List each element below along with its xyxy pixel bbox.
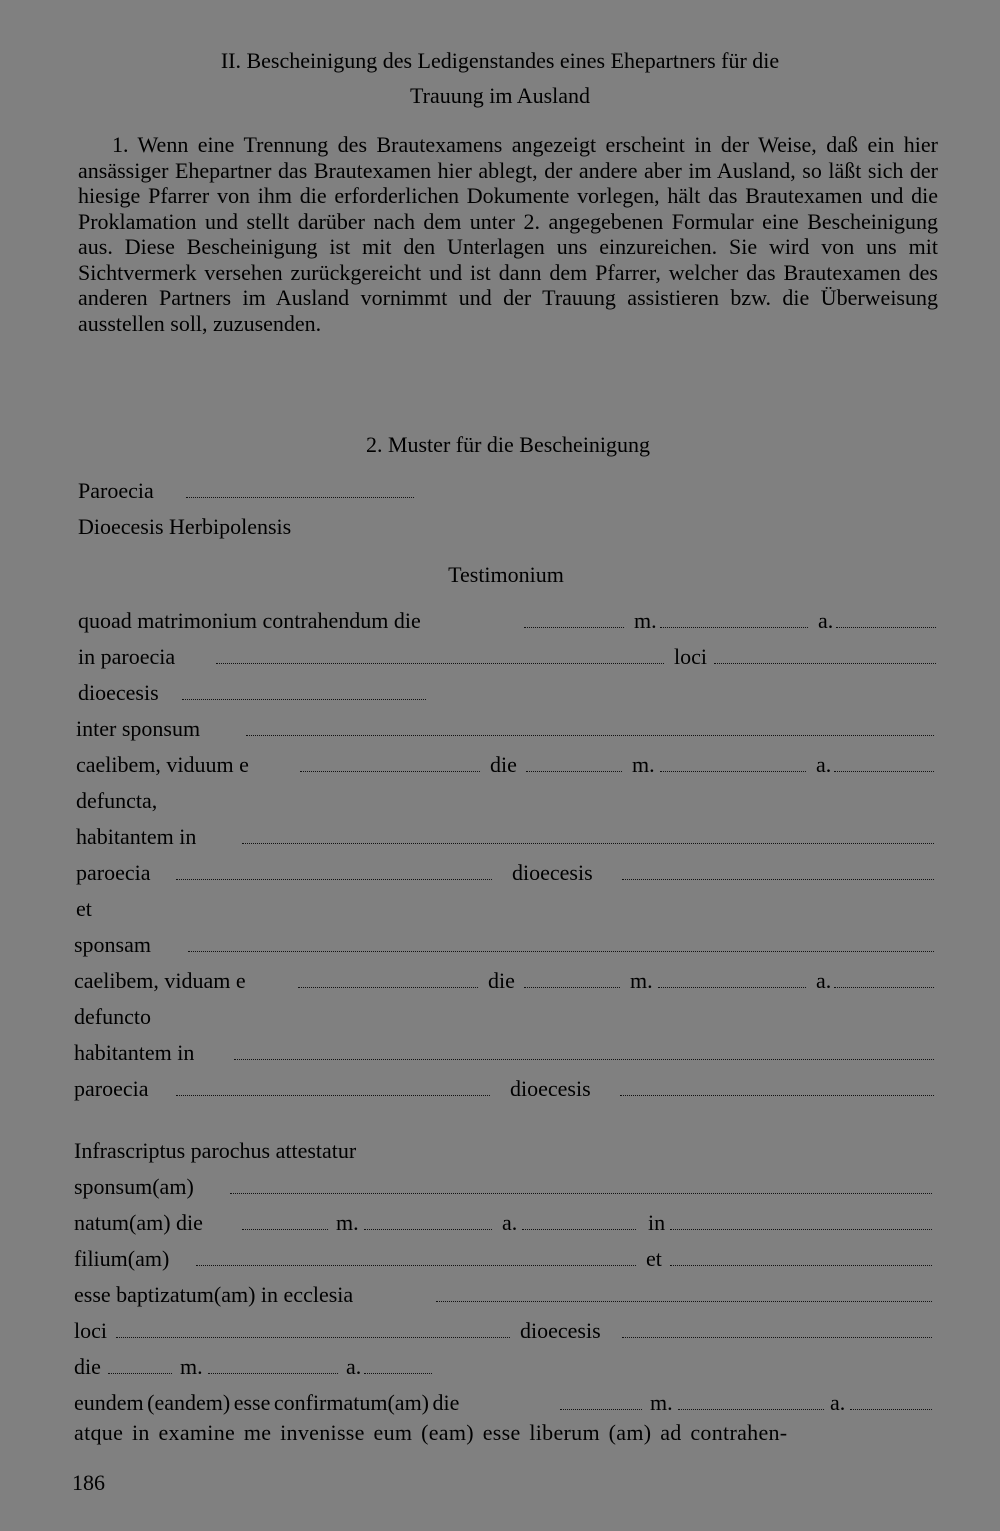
page-number: 186 — [72, 1470, 105, 1495]
heading-line-2: Trauung im Ausland — [409, 83, 591, 108]
blank-m — [660, 771, 806, 772]
label-paroecia: paroecia — [76, 860, 151, 885]
blank-in-paroecia — [216, 663, 664, 664]
label-et: et — [646, 1246, 662, 1271]
form-line-paroecia-dioecesis-2 — [74, 1074, 936, 1104]
blank-ecclesia — [436, 1301, 932, 1302]
form-line-in-paroecia — [78, 642, 940, 672]
label-caelibem-viduam: caelibem, viduam e — [74, 968, 246, 993]
label-defuncto: defuncto — [74, 1004, 151, 1029]
blank-a-2 — [834, 987, 934, 988]
form-line-eundem — [74, 1388, 936, 1418]
label-in: in — [648, 1210, 666, 1235]
form-line-dioecesis — [78, 512, 940, 542]
label-natum-am: natum(am) die — [74, 1210, 203, 1235]
blank-die-3 — [108, 1373, 172, 1374]
label-a: a. — [816, 752, 832, 777]
label-a: a. — [818, 608, 834, 633]
blank-sponsam — [188, 951, 934, 952]
blank-inter-sponsum — [246, 735, 934, 736]
form-line-caelibem-viduam — [74, 966, 936, 996]
form-line-et — [76, 894, 938, 924]
label-a: a. — [816, 968, 832, 993]
form-line-loci-dioecesis — [74, 1316, 936, 1346]
label-loci: loci — [674, 644, 707, 669]
blank-natum-m — [364, 1229, 492, 1230]
blank-dioecesis-2 — [620, 1095, 934, 1096]
label-paroecia: paroecia — [74, 1076, 149, 1101]
blank-dioecesis — [182, 699, 426, 700]
form-line-paroecia — [78, 476, 940, 506]
blank-m-3 — [208, 1373, 338, 1374]
label-dioecesis: dioecesis — [510, 1076, 591, 1101]
label-m: m. — [650, 1390, 673, 1415]
label-m: m. — [180, 1354, 203, 1379]
blank-natum-in — [670, 1229, 932, 1230]
blank-a-3 — [364, 1373, 432, 1374]
form-line-defuncto — [74, 1002, 936, 1032]
label-defuncta: defuncta, — [76, 788, 158, 813]
blank-quoad-a — [836, 627, 936, 628]
form-line-baptizatum — [74, 1280, 936, 1310]
blank-eundem-m — [678, 1409, 824, 1410]
form-line-sponsam — [74, 930, 936, 960]
label-m: m. — [630, 968, 653, 993]
label-paroecia: Paroecia — [78, 478, 154, 503]
label-dioecesis: dioecesis — [512, 860, 593, 885]
form-line-natum — [74, 1208, 936, 1238]
label-sponsam: sponsam — [74, 932, 151, 957]
label-sponsum-am: sponsum(am) — [74, 1174, 194, 1199]
label-habitantem-in: habitantem in — [74, 1040, 195, 1065]
label-die: die — [488, 968, 515, 993]
blank-filium-et — [670, 1265, 932, 1266]
form-line-infrascriptus — [74, 1136, 936, 1166]
blank-quoad-die — [524, 627, 624, 628]
form-line-sponsum-am — [74, 1172, 936, 1202]
form-line-filium — [74, 1244, 936, 1274]
form-line-inter-sponsum — [76, 714, 938, 744]
blank-filium — [196, 1265, 636, 1266]
label-habitantem-in: habitantem in — [76, 824, 197, 849]
blank-viduam-e — [298, 987, 478, 988]
blank-a — [834, 771, 934, 772]
blank-dioecesis-1 — [622, 879, 934, 880]
blank-die — [526, 771, 622, 772]
blank-loci — [714, 663, 936, 664]
label-et: et — [76, 896, 92, 921]
blank-habitantem-2 — [234, 1059, 934, 1060]
label-dioecesis-herbipolensis: Dioecesis Herbipolensis — [78, 514, 292, 539]
label-m: m. — [632, 752, 655, 777]
label-infrascriptus: Infrascriptus parochus attestatur — [74, 1138, 357, 1163]
blank-paroecia — [186, 497, 414, 498]
form-line-defuncta — [76, 786, 938, 816]
label-a: a. — [502, 1210, 518, 1235]
label-dioecesis: dioecesis — [520, 1318, 601, 1343]
blank-quoad-m — [660, 627, 808, 628]
form-line-habitantem-1 — [76, 822, 938, 852]
form-line-dioecesis-blank — [78, 678, 940, 708]
blank-natum-a — [522, 1229, 636, 1230]
blank-paroecia-1 — [176, 879, 492, 880]
form-line-die-m-a — [74, 1352, 936, 1382]
label-die: die — [490, 752, 517, 777]
blank-loci-2 — [116, 1337, 510, 1338]
blank-viduum-e — [300, 771, 480, 772]
label-m: m. — [336, 1210, 359, 1235]
label-atque: atque in examine me invenisse eum (eam) esse liberum (am) ad contrahen- — [74, 1420, 788, 1445]
heading-line-1: II. Bescheinigung des Ledigenstandes eines Ehepartners für die — [220, 48, 780, 73]
label-inter-sponsum: inter sponsum — [76, 716, 201, 741]
paragraph-1: 1. Wenn eine Trennung des Brautexamens angezeigt erscheint in der Weise, daß ein hier ansässiger Ehepartner das Brautexamen hier ablegt, der andere aber im Ausland, so läßt sich der hiesige Pfarrer von ihm die erforderlichen Dokumente vorlegen, hält das Brautexamen und die Proklamation und stellt darüber nach dem unter 2. angegebenen Formular eine Bescheinigung aus. Diese Bescheinigung ist mit den Unterlagen uns einzureichen. Sie wird von uns mit Sichtvermerk versehen zurückgereicht und ist dann dem Pfarrer, welcher das Brautexamen des anderen Partners im Ausland vornimmt und der Trauung assistieren bzw. die Überweisung ausstellen soll, zuzusenden. — [78, 132, 938, 336]
blank-m-2 — [658, 987, 806, 988]
label-a: a. — [830, 1390, 846, 1415]
label-die: die — [74, 1354, 101, 1379]
form-line-habitantem-2 — [74, 1038, 936, 1068]
blank-eundem-a — [850, 1409, 932, 1410]
label-quoad: quoad matrimonium contrahendum die — [78, 608, 421, 633]
label-in-paroecia: in paroecia — [78, 644, 176, 669]
label-a: a. — [346, 1354, 362, 1379]
label-filium-am: filium(am) — [74, 1246, 170, 1271]
form-line-atque — [74, 1418, 936, 1448]
blank-natum-die — [242, 1229, 328, 1230]
form-line-paroecia-dioecesis-1 — [76, 858, 938, 888]
label-caelibem-viduum: caelibem, viduum e — [76, 752, 249, 777]
blank-dioecesis-3 — [622, 1337, 932, 1338]
blank-sponsum-am — [230, 1193, 932, 1194]
label-m: m. — [634, 608, 657, 633]
blank-die-2 — [524, 987, 620, 988]
label-dioecesis: dioecesis — [78, 680, 159, 705]
form-line-caelibem-viduum — [76, 750, 938, 780]
label-baptizatum: esse baptizatum(am) in ecclesia — [74, 1282, 354, 1307]
label-loci: loci — [74, 1318, 107, 1343]
instruction-paragraph — [78, 132, 938, 336]
blank-eundem-die — [560, 1409, 642, 1410]
label-eundem: eundem (eandem) esse confirmatum(am) die — [74, 1390, 460, 1415]
section-2-title: 2. Muster für die Bescheinigung — [365, 432, 651, 457]
blank-paroecia-2 — [176, 1095, 490, 1096]
blank-habitantem-1 — [242, 843, 934, 844]
form-line-quoad — [78, 606, 940, 636]
testimonium-title: Testimonium — [448, 562, 564, 587]
